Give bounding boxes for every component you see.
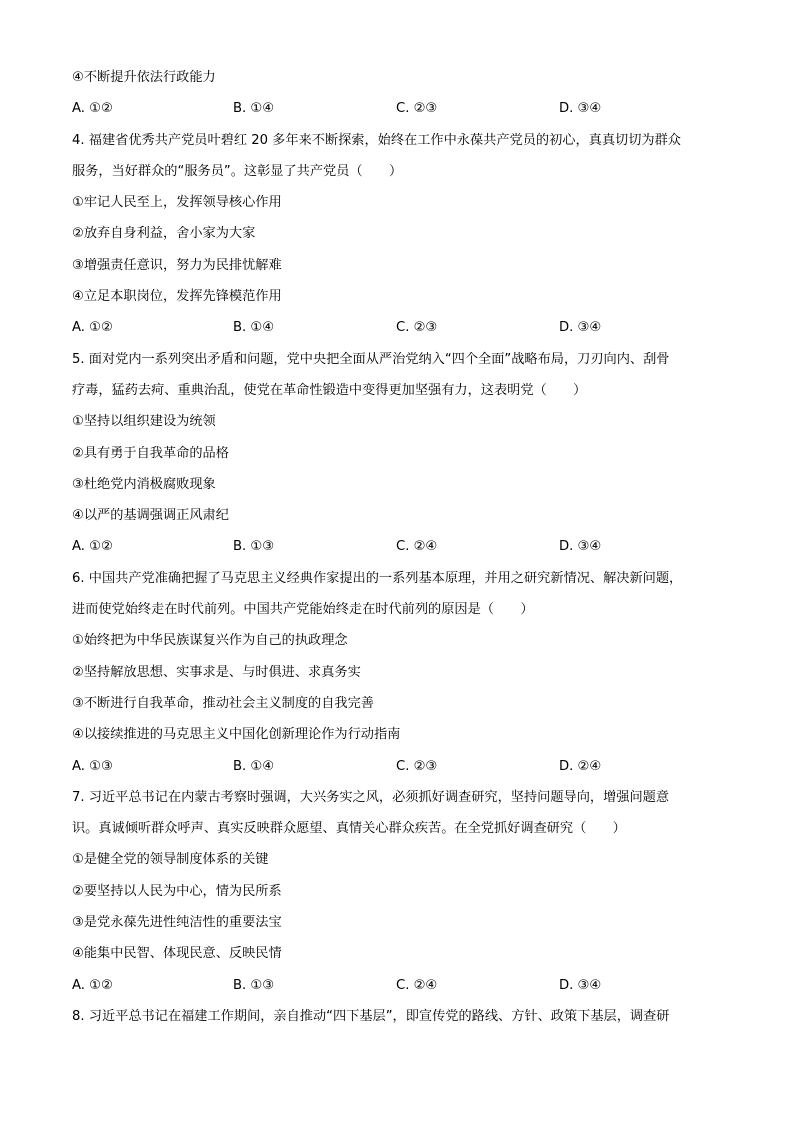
question-5 (72, 344, 722, 563)
question-8 (72, 1001, 722, 1032)
question-stem-line: 6. 中国共产党准确把握了马克思主义经典作家提出的一系列基本原理，并用之研究新情况、解决新问题， (72, 570, 683, 586)
choice-a: A. ①② (72, 101, 113, 117)
option-line: ③杜绝党内消极腐败现象 (72, 476, 216, 492)
choice-c: C. ②④ (396, 977, 438, 993)
option-line: ①是健全党的领导制度体系的关键 (72, 852, 269, 868)
option-line: ④以接续推进的马克思主义中国化创新理论作为行动指南 (72, 727, 401, 743)
choice-c: C. ②③ (396, 758, 438, 774)
choice-d: D. ③④ (559, 977, 602, 993)
answer-choices-row (72, 93, 722, 124)
choice-d: D. ③④ (559, 320, 602, 336)
choice-b: B. ①③ (233, 977, 275, 993)
choice-d: D. ③④ (559, 101, 602, 117)
question-stem-line: 8. 习近平总书记在福建工作期间，亲自推动“四下基层”，即宣传党的路线、方针、政策下基层，调查研 (72, 1008, 670, 1024)
choice-b: B. ①④ (233, 320, 275, 336)
question-stem-line: 进而使党始终走在时代前列。中国共产党能始终走在时代前列的原因是（ ） (72, 602, 534, 618)
option-line: ④立足本职岗位，发挥先锋模范作用 (72, 289, 282, 305)
option-line: ③是党永葆先进性纯洁性的重要法宝 (72, 915, 282, 931)
option-line: ①牢记人民至上，发挥领导核心作用 (72, 195, 282, 211)
question-6 (72, 563, 722, 782)
choice-c: C. ②③ (396, 101, 438, 117)
question-stem-line: 识。真诚倾听群众呼声、真实反映群众愿望、真情关心群众疾苦。在全党抓好调查研究（ ） (72, 821, 626, 837)
answer-choices-row (72, 751, 722, 782)
option-line: ②放弃自身利益，舍小家为大家 (72, 226, 256, 242)
question-stem-line: 疗毒，猛药去疴、重典治乱，使党在革命性锻造中变得更加坚强有力，这表明党（ ） (72, 382, 587, 398)
option-line: ②坚持解放思想、实事求是、与时俱进、求真务实 (72, 664, 361, 680)
option-line: ④不断提升依法行政能力 (72, 70, 216, 85)
question-stem-line: 7. 习近平总书记在内蒙古考察时强调，大兴务实之风，必须抓好调查研究，坚持问题导向，增强问题意 (72, 789, 670, 805)
option-line: ④能集中民智、体现民意、反映民情 (72, 946, 282, 962)
question-4 (72, 125, 722, 344)
option-line: ②要坚持以人民为中心，情为民所系 (72, 883, 282, 899)
question-stem-line: 服务，当好群众的“服务员”。这彰显了共产党员（ ） (72, 163, 403, 179)
option-line: ②具有勇于自我革命的品格 (72, 445, 229, 461)
option-line: ③不断进行自我革命，推动社会主义制度的自我完善 (72, 695, 374, 711)
page-content (72, 62, 722, 1032)
answer-choices-row (72, 531, 722, 562)
option-line: ③增强责任意识，努力为民排忧解难 (72, 257, 282, 273)
choice-a: A. ①② (72, 320, 113, 336)
choice-a: A. ①② (72, 977, 113, 993)
option-line: ④以严的基调强调正风肃纪 (72, 508, 229, 524)
choice-b: B. ①④ (233, 758, 275, 774)
choice-c: C. ②④ (396, 539, 438, 555)
choice-b: B. ①③ (233, 539, 275, 555)
question-stem-line: 5. 面对党内一系列突出矛盾和问题，党中央把全面从严治党纳入“四个全面”战略布局，刀刃向内、刮骨 (72, 351, 670, 367)
answer-choices-row (72, 312, 722, 343)
answer-choices-row (72, 970, 722, 1001)
question-7 (72, 782, 722, 1001)
choice-d: D. ③④ (559, 539, 602, 555)
choice-b: B. ①④ (233, 101, 275, 117)
question-stem-line: 4. 福建省优秀共产党员叶碧红 20 多年来不断探索，始终在工作中永葆共产党员的初心，真真切切为群众 (72, 132, 681, 148)
choice-d: D. ②④ (559, 758, 602, 774)
choice-c: C. ②③ (396, 320, 438, 336)
option-line: ①始终把为中华民族谋复兴作为自己的执政理念 (72, 633, 348, 649)
option-line: ①坚持以组织建设为统领 (72, 414, 216, 430)
choice-a: A. ①② (72, 539, 113, 555)
choice-a: A. ①③ (72, 758, 113, 774)
